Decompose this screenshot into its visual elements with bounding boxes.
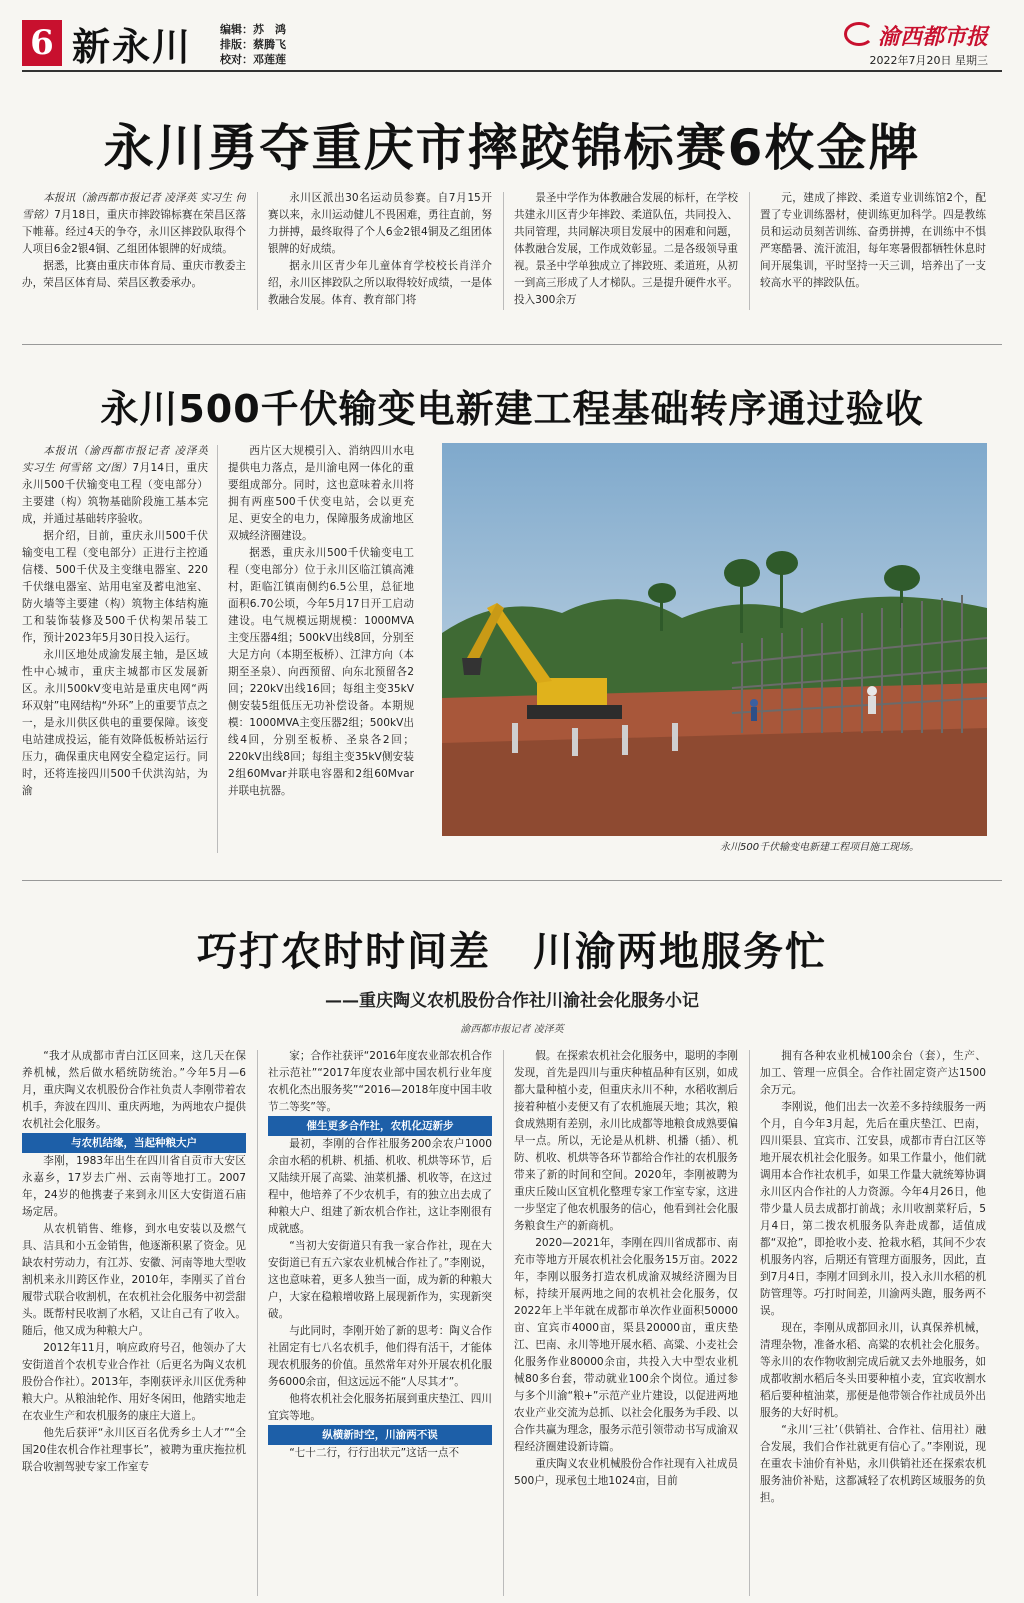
- article2-lead: 本报讯（渝西都市报记者 凌泽英 实习生 何雪铭 文/图）: [22, 445, 208, 474]
- paper-name: 渝西都市报: [877, 24, 988, 50]
- article3-col4-p3: 现在，李刚从成都回永川，认真保养机械，清理杂物，准备水稻、高粱的农机社会化服务。等永川的农作物收割完成后就又去外地服务，如成都收割水稻后冬头田要种植小麦，宜宾收割水稻后要种植油菜，那便是他带领合作社成员外出服务的大好时机。: [760, 1322, 986, 1419]
- article3-subhead-3: 纵横新时空，川渝两不误: [268, 1425, 492, 1445]
- masthead-rule: [22, 70, 1002, 72]
- page-number: 6: [22, 20, 62, 66]
- article3-col1-p5: 他先后获评“永川区百名优秀乡土人才”“全国20佳农机合作社理事长”，被聘为重庆拖拉机联合收割驾驶专家工作室专: [22, 1427, 246, 1473]
- article1-col1: [22, 190, 246, 310]
- article3-col2: [268, 1048, 492, 1598]
- column-divider: [503, 192, 504, 310]
- article3-subhead-1: 与农机结缘，当起种粮大户: [22, 1133, 246, 1153]
- column-divider: [503, 1050, 504, 1596]
- article3-byline: 渝西都市报记者 凌泽英: [460, 1024, 564, 1035]
- article3-col2-p1: 家；合作社获评“2016年度农业部农机合作社示范社”“2017年度农业部中国农机行业年度农机化杰出服务奖”“2016—2018年度中国丰收节二等奖”等。: [268, 1050, 492, 1113]
- article1-col3: [514, 190, 738, 310]
- editor-credits: [220, 22, 286, 67]
- section-divider: [22, 880, 1002, 881]
- article1-col2: [268, 190, 492, 310]
- column-divider: [749, 1050, 750, 1596]
- construction-site-photo: [442, 443, 987, 836]
- newspaper-logo: [844, 20, 988, 51]
- article1-col4-p1: 元，建成了摔跤、柔道专业训练馆2个，配置了专业训练器材，使训练更加科学。四是教练员和运动员刻苦训练、奋勇拼搏，在训练中不惧严寒酷暑、流汗流泪，每年寒暑假都牺牲休息时间开展集训，平时坚持一天三训，培养出了一支较高水平的摔跤队伍。: [760, 192, 986, 289]
- column-divider: [217, 445, 218, 853]
- article3-col2-p5: 他将农机社会化服务拓展到重庆垫江、四川宜宾等地。: [268, 1393, 492, 1422]
- article3-col2-p6: “七十二行，行行出状元”这话一点不: [289, 1447, 460, 1459]
- construction-site-illustration: [442, 443, 987, 836]
- article3-col3-p2: 2020—2021年，李刚在四川省成都市、南充市等地方开展农机社会化服务15万亩。2022年，李刚以服务打造农机成渝双城经济圈为目标，持续开展两地之间的农机社会化服务，仅2022年上半年就在成都市单次作业面积50000亩、宜宾市4000亩，渠县20000亩，重庆垫江、巴南、永川等地开展水稻、高粱、小麦社会化服务作业80000余亩，共投入大中型农业机械80多台套，带动就业100余个岗位。通过参与多个川渝“粮+”示范产业片建设，以促进两地农业产业交流为总抓、以社会化服务为手段、以合作共赢为理念，服务示范引领带动书写成渝双程经济圈建设新诗篇。: [514, 1237, 738, 1453]
- column-divider: [257, 1050, 258, 1596]
- article3-col4-p4: “永川‘三社’（供销社、合作社、信用社）融合发展，我们合作社就更有信心了。”李刚说，现在重农卡油价有补贴，永川供销社还在探索农机服务油价补贴，这都减轻了农机跨区域服务的负担。: [760, 1424, 986, 1504]
- article3-col2-p4: 与此同时，李刚开始了新的思考：陶义合作社固定有七八名农机手，他们得有活干，才能体现农机服务的价值。虽然常年对外开展农机化服务6000余亩，但这远远不能“人尽其才”。: [268, 1325, 492, 1388]
- article3-col4-p2: 李刚说，他们出去一次差不多持续服务一两个月，自今年3月起，先后在重庆垫江、巴南，四川渠县、宜宾市、江安县，成都市青白江区等地开展农机社会化服务。如果工作量小，他们就调用本合作社农机手，如果工作量大就统筹协调永川区内合作社的人力资源。今年4月26日，他带少量人员去成都打前战；永川收割菜籽后，5月4日，第二拨农机服务队奔赴成都，适值成都“双抢”，即抢收小麦、抢栽水稻，其间不少农机服务内容，后期还有管理方面服务，因此，直到7月4日，李刚才回到永川，投入永川水稻的机防管理等。巧打时间差，川渝两头跑，服务两不误。: [760, 1101, 986, 1317]
- article1-col1-p2: 据悉，比赛由重庆市体育局、重庆市教委主办，荣昌区体育局、荣昌区教委承办。: [22, 260, 246, 289]
- article1-lead: 本报讯（渝西都市报记者 凌泽英 实习生 何雪铭）: [22, 192, 246, 221]
- article3-col2-p2: 最初，李刚的合作社服务200余农户1000余亩水稻的机耕、机插、机收、机烘等环节，后又陆续开展了高粱、油菜机播、机收等，在这过程中，他培养了不少农机手，有的独立出去成了种粮大户、组建了新农机合作社，这让李刚很有成就感。: [268, 1138, 492, 1235]
- article2-col1-p1: 7月14日，重庆永川500千伏输变电工程（变电部分）主要建（构）筑物基础阶段施工基本完成，并通过基础转序验收。: [22, 462, 208, 525]
- article2-col2-p2: 据悉，重庆永川500千伏输变电工程（变电部分）位于永川区临江镇高滩村，距临江镇南侧约6.5公里，总征地面积6.70公顷，今年5月17日开工启动建设。电气规模远期规模：1000MVA主变压器4组；500kV出线8回，分别至大足方向（本期至板桥）、江津方向（本期至圣泉）、向西预留、向东北预留各2回；220kV出线16回；每组主变35kV侧安装5组低压无功补偿设备。本期规模：1000MVA主变压器2组；500kV出线4回，分别至板桥、圣泉各2回；220kV出线8回；每组主变35kV侧安装2组60Mvar并联电容器和2组60Mvar并联电抗器。: [228, 547, 414, 797]
- article3-col1-p3: 从农机销售、维修，到水电安装以及燃气具、洁具和小五金销售，他逐渐积累了资金。见缺农村劳动力，有江苏、安徽、河南等地大型收割机来永川跨区作业，2010年，李刚买了首台履带式联合收割机，在农机社会化服务中初尝甜头。既帮村民收割了水稻，又让自己有了收入。随后，他又成为种粮大户。: [22, 1223, 246, 1337]
- article1-col2-p1: 永川区派出30名运动员参赛。自7月15开赛以来，永川运动健儿不畏困难，勇往直前，努力拼搏，最终取得了个人6金2银4铜及乙组团体银牌的好成绩。: [268, 192, 492, 255]
- article1-col2-p2: 据永川区青少年儿童体育学校校长肖洋介绍，永川区摔跤队之所以取得较好成绩，一是体教融合发展。体育、教育部门将: [268, 260, 492, 306]
- logo-swirl-icon: [844, 22, 874, 46]
- article2-col1: [22, 443, 208, 855]
- layout-line: 排版：蔡腾飞: [220, 38, 286, 51]
- article3-col4: [760, 1048, 986, 1598]
- proof-line: 校对：邓莲莲: [220, 53, 286, 66]
- article3-col3-p3: 重庆陶义农业机械股份合作社现有入社成员500户，现承包土地1024亩，目前: [514, 1458, 738, 1487]
- article3-col3: [514, 1048, 738, 1598]
- column-divider: [257, 192, 258, 310]
- dateline: 2022年7月20日 星期三: [869, 54, 988, 67]
- article3-subhead-2: 催生更多合作社，农机化迈新步: [268, 1116, 492, 1136]
- article2-col1-p3: 永川区地处成渝发展主轴，是区域性中心城市，重庆主城都市区发展新区。永川500kV变电站是重庆电网“两环双射”电网结构“外环”上的重要节点之一，是永川供区供电的重要保障。该变电站建成投运，能有效降低板桥站运行压力，确保重庆电网安全稳定运行。同时，还将连接四川500千伏洪沟站，为渝: [22, 649, 208, 797]
- article2-col2: [228, 443, 414, 855]
- article3-col2-p3: “当初大安街道只有我一家合作社，现在大安街道已有五六家农业机械合作社了。”李刚说，这也意味着，更多人独当一面，成为新的种粮大户，大家在稳粮增收路上展现新作为，实现新突破。: [268, 1240, 492, 1320]
- article2-col1-p2: 据介绍，目前，重庆永川500千伏输变电工程（变电部分）正进行主控通信楼、500千伏及主变继电器室、220千伏继电器室、站用电室及蓄电池室、防火墙等主要建（构）筑物主体结构施工和装饰装修及500千伏构架吊装工作，预计2023年5月30日投入运行。: [22, 530, 208, 644]
- article2-headline: 永川500千伏输变电新建工程基础转序通过验收: [100, 387, 924, 431]
- article3-col1-p4: 2012年11月，响应政府号召，他领办了大安街道首个农机专业合作社（后更名为陶义农机股份合作社）。2013年，李刚获评永川区优秀种粮大户。从粮油轮作、用好冬闲田，他踏实地走在农业生产和农机服务的康庄大道上。: [22, 1342, 246, 1422]
- article1-headline: 永川勇夺重庆市摔跤锦标赛6枚金牌: [103, 119, 921, 177]
- article2-col2-p1: 西片区大规模引入、消纳四川水电提供电力落点，是川渝电网一体化的重要组成部分。同时，这也意味着永川将拥有两座500千伏变电站，会以更充足、更安全的电力，保障服务成渝地区双城经济圈建设。: [228, 445, 414, 542]
- section-title: 新永川: [72, 24, 193, 69]
- article3-col1-p2: 李刚，1983年出生在四川省自贡市大安区永嘉乡，17岁去广州、云南等地打工。2007年，24岁的他携妻子来到永川区大安街道石庙场定居。: [22, 1155, 246, 1218]
- article3-headline: 巧打农时时间差 川渝两地服务忙: [197, 929, 827, 975]
- section-divider: [22, 344, 1002, 345]
- article3-col1: [22, 1048, 246, 1598]
- article3-col4-p1: 拥有各种农业机械100余台（套），生产、加工、管理一应俱全。合作社固定资产达1500余万元。: [760, 1050, 986, 1096]
- article3-col3-p1: 假。在探索农机社会化服务中，聪明的李刚发现，首先是四川与重庆种植品种有区别，如成都大量种植小麦，但重庆永川不种，水稻收割后接着种植小麦便又有了农机施展天地；其次，粮食成熟期有差别，永川比成都等地粮食成熟要偏早一点。所以，无论是从机耕、机播（插）、机防、机收、机烘等各环节都给合作社的农机服务带来了新的时间和空间。2020年，李刚被聘为重庆丘陵山区宜机化整理专家工作室专家，这进一步坚定了他农机服务的信心，他看到社会化服务粮食生产的新商机。: [514, 1050, 738, 1232]
- article3-col1-p1: “我才从成都市青白江区回来，这几天在保养机械，然后做水稻统防统治。”今年5月—6月，重庆陶义农机股份合作社负责人李刚带着农机手，奔波在四川、重庆两地，为两地农户提供农机社会化服务。: [22, 1050, 246, 1130]
- photo-caption: 永川500千伏输变电新建工程项目施工现场。: [720, 842, 920, 853]
- editor-line: 编辑：苏 鸿: [220, 23, 286, 36]
- article3-subheadline: ——重庆陶义农机股份合作社川渝社会化服务小记: [325, 991, 699, 1011]
- article1-col3-p1: 景圣中学作为体教融合发展的标杆，在学校共建永川区青少年摔跤、柔道队伍，共同投入、共同管理，共同解决项目发展中的困难和问题，体教融合发展，工作成效彰显。二是各级领导重视。景圣中学单独成立了摔跤班、柔道班，从初一到高三形成了人才梯队。三是提升硬件水平。投入300余万: [514, 192, 738, 306]
- article1-col1-p1: 7月18日，重庆市摔跤锦标赛在荣昌区落下帷幕。经过4天的争夺，永川区摔跤队取得个人项目6金2银4铜、乙组团体银牌的好成绩。: [22, 209, 246, 255]
- article1-col4: [760, 190, 986, 310]
- column-divider: [749, 192, 750, 310]
